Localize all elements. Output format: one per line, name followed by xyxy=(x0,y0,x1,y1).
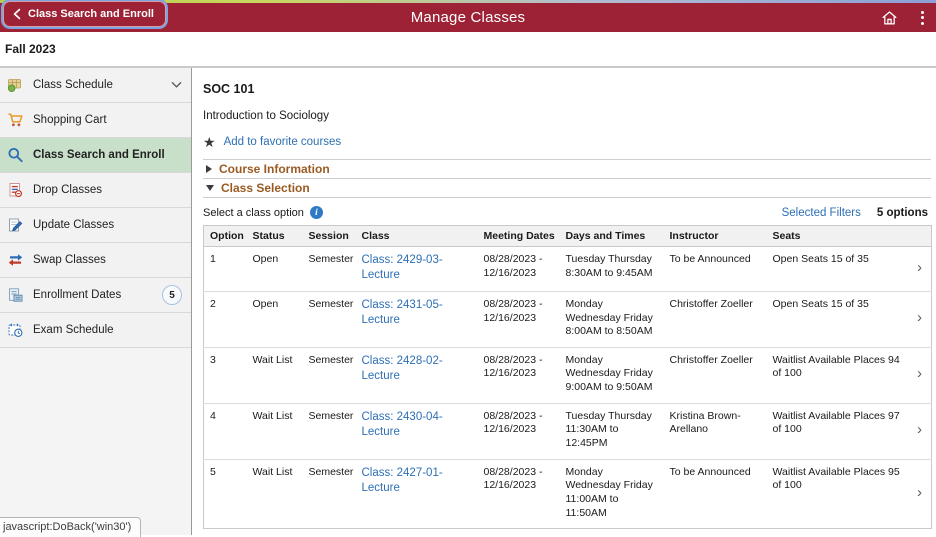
sidebar-item-label: Exam Schedule xyxy=(33,324,114,336)
term-label: Fall 2023 xyxy=(5,42,56,56)
cell-seats: Open Seats 15 of 35 xyxy=(767,247,908,292)
add-to-favorites[interactable] xyxy=(203,135,931,149)
sidebar-item-label: Update Classes xyxy=(33,219,115,231)
cell-status: Wait List xyxy=(247,459,303,529)
col-header-empty xyxy=(908,226,932,247)
sidebar-item-enrollment-dates[interactable] xyxy=(0,278,191,313)
term-bar xyxy=(0,32,936,68)
add-to-favorites-link[interactable]: Add to favorite courses xyxy=(223,136,342,148)
class-link[interactable]: Class: 2427-01-Lecture xyxy=(361,466,443,494)
main-panel xyxy=(192,68,936,535)
chevron-down-icon[interactable] xyxy=(171,81,182,89)
cell-status: Open xyxy=(247,291,303,347)
swap-classes-icon xyxy=(6,252,25,269)
back-button-label: Class Search and Enroll xyxy=(28,8,154,20)
cell-status: Wait List xyxy=(247,403,303,459)
cell-days-times: Monday Wednesday Friday 8:00AM to 8:50AM xyxy=(560,291,664,347)
sidebar-item-class-schedule[interactable] xyxy=(0,68,191,103)
page-title: Manage Classes xyxy=(410,9,526,26)
app-header xyxy=(0,3,936,32)
shopping-cart-icon xyxy=(6,112,25,129)
update-classes-icon xyxy=(6,217,25,234)
section-course-information[interactable] xyxy=(203,159,931,178)
select-option-label: Select a class option xyxy=(203,206,304,219)
course-code: SOC 101 xyxy=(203,82,255,96)
cell-session: Semester xyxy=(303,347,356,403)
cell-meeting-dates: 08/28/2023 - 12/16/2023 xyxy=(478,403,560,459)
col-header-option: Option xyxy=(204,226,247,247)
back-chevron-icon xyxy=(13,8,21,20)
class-link[interactable]: Class: 2431-05-Lecture xyxy=(361,298,443,326)
cell-instructor: Christoffer Zoeller xyxy=(664,291,767,347)
cell-option: 1 xyxy=(204,247,247,292)
filters-area xyxy=(782,207,928,219)
row-chevron-icon[interactable]: › xyxy=(917,309,922,327)
cell-instructor: Christoffer Zoeller xyxy=(664,347,767,403)
cell-option: 3 xyxy=(204,347,247,403)
col-header-status: Status xyxy=(247,226,303,247)
cell-seats: Waitlist Available Places 94 of 100 xyxy=(767,347,908,403)
sidebar-item-label: Class Search and Enroll xyxy=(33,149,165,161)
table-row[interactable] xyxy=(204,459,932,529)
cell-option: 5 xyxy=(204,459,247,529)
col-header-instructor: Instructor xyxy=(664,226,767,247)
enrollment-dates-count-badge: 5 xyxy=(162,285,182,305)
cell-instructor: To be Announced xyxy=(664,459,767,529)
sidebar-item-class-search-and-enroll[interactable] xyxy=(0,138,191,173)
cell-days-times: Monday Wednesday Friday 9:00AM to 9:50AM xyxy=(560,347,664,403)
cell-days-times: Monday Wednesday Friday 11:00AM to 11:50AM xyxy=(560,459,664,529)
search-icon xyxy=(6,147,25,164)
cell-option: 2 xyxy=(204,291,247,347)
sidebar-item-label: Swap Classes xyxy=(33,254,106,266)
table-row[interactable] xyxy=(204,347,932,403)
class-schedule-icon xyxy=(6,77,25,94)
table-header-row xyxy=(204,226,932,247)
content xyxy=(0,68,936,535)
status-bar: javascript:DoBack('win30') xyxy=(0,517,141,537)
cell-session: Semester xyxy=(303,291,356,347)
cell-status: Open xyxy=(247,247,303,292)
sidebar-item-swap-classes[interactable] xyxy=(0,243,191,278)
expanded-triangle-icon xyxy=(206,185,214,191)
col-header-days-times: Days and Times xyxy=(560,226,664,247)
cell-meeting-dates: 08/28/2023 - 12/16/2023 xyxy=(478,459,560,529)
enrollment-dates-icon xyxy=(6,287,25,304)
col-header-class: Class xyxy=(356,226,478,247)
class-options-table xyxy=(203,225,932,529)
cell-session: Semester xyxy=(303,459,356,529)
cell-meeting-dates: 08/28/2023 - 12/16/2023 xyxy=(478,291,560,347)
class-link[interactable]: Class: 2429-03-Lecture xyxy=(361,254,443,281)
table-row[interactable] xyxy=(204,291,932,347)
sidebar-item-update-classes[interactable] xyxy=(0,208,191,243)
sidebar-item-label: Enrollment Dates xyxy=(33,289,122,301)
cell-meeting-dates: 08/28/2023 - 12/16/2023 xyxy=(478,247,560,292)
col-header-seats: Seats xyxy=(767,226,908,247)
cell-instructor: Kristina Brown-Arellano xyxy=(664,403,767,459)
divider xyxy=(203,197,931,198)
row-chevron-icon[interactable]: › xyxy=(917,258,922,276)
section-label: Class Selection xyxy=(221,181,310,195)
section-label: Course Information xyxy=(219,162,330,176)
collapsed-triangle-icon xyxy=(206,165,212,173)
cell-seats: Waitlist Available Places 97 of 100 xyxy=(767,403,908,459)
sidebar xyxy=(0,68,192,535)
sidebar-item-label: Drop Classes xyxy=(33,184,103,196)
star-icon: ★ xyxy=(203,134,216,150)
cell-status: Wait List xyxy=(247,347,303,403)
class-link[interactable]: Class: 2428-02-Lecture xyxy=(361,354,443,382)
row-chevron-icon[interactable]: › xyxy=(917,483,922,501)
actions-menu-icon[interactable] xyxy=(919,9,926,27)
header-icons xyxy=(880,3,926,32)
cell-seats: Open Seats 15 of 35 xyxy=(767,291,908,347)
section-class-selection[interactable] xyxy=(203,178,931,197)
table-row[interactable] xyxy=(204,247,932,292)
home-icon[interactable] xyxy=(880,9,899,27)
drop-classes-icon xyxy=(6,182,25,199)
cell-meeting-dates: 08/28/2023 - 12/16/2023 xyxy=(478,347,560,403)
info-icon[interactable]: i xyxy=(310,206,323,219)
options-count: 5 options xyxy=(876,206,928,219)
cell-seats: Waitlist Available Places 95 of 100 xyxy=(767,459,908,529)
cell-session: Semester xyxy=(303,247,356,292)
cell-option: 4 xyxy=(204,403,247,459)
sidebar-item-exam-schedule[interactable] xyxy=(0,313,191,348)
cell-instructor: To be Announced xyxy=(664,247,767,292)
sidebar-item-label: Shopping Cart xyxy=(33,114,107,126)
selected-filters-link[interactable]: Selected Filters xyxy=(781,206,861,219)
table-row[interactable] xyxy=(204,403,932,459)
class-link[interactable]: Class: 2430-04-Lecture xyxy=(361,410,443,438)
col-header-session: Session xyxy=(303,226,356,247)
course-title: Introduction to Sociology xyxy=(203,110,329,122)
cell-days-times: Tuesday Thursday 8:30AM to 9:45AM xyxy=(560,247,664,292)
cell-session: Semester xyxy=(303,403,356,459)
select-option-row xyxy=(203,206,931,219)
cell-days-times: Tuesday Thursday 11:30AM to 12:45PM xyxy=(560,403,664,459)
row-chevron-icon[interactable]: › xyxy=(917,420,922,438)
col-header-meeting-dates: Meeting Dates xyxy=(478,226,560,247)
exam-schedule-icon xyxy=(6,322,25,339)
sidebar-item-drop-classes[interactable] xyxy=(0,173,191,208)
row-chevron-icon[interactable]: › xyxy=(917,364,922,382)
sidebar-item-shopping-cart[interactable] xyxy=(0,103,191,138)
sidebar-item-label: Class Schedule xyxy=(33,79,113,91)
back-button[interactable] xyxy=(3,1,166,27)
